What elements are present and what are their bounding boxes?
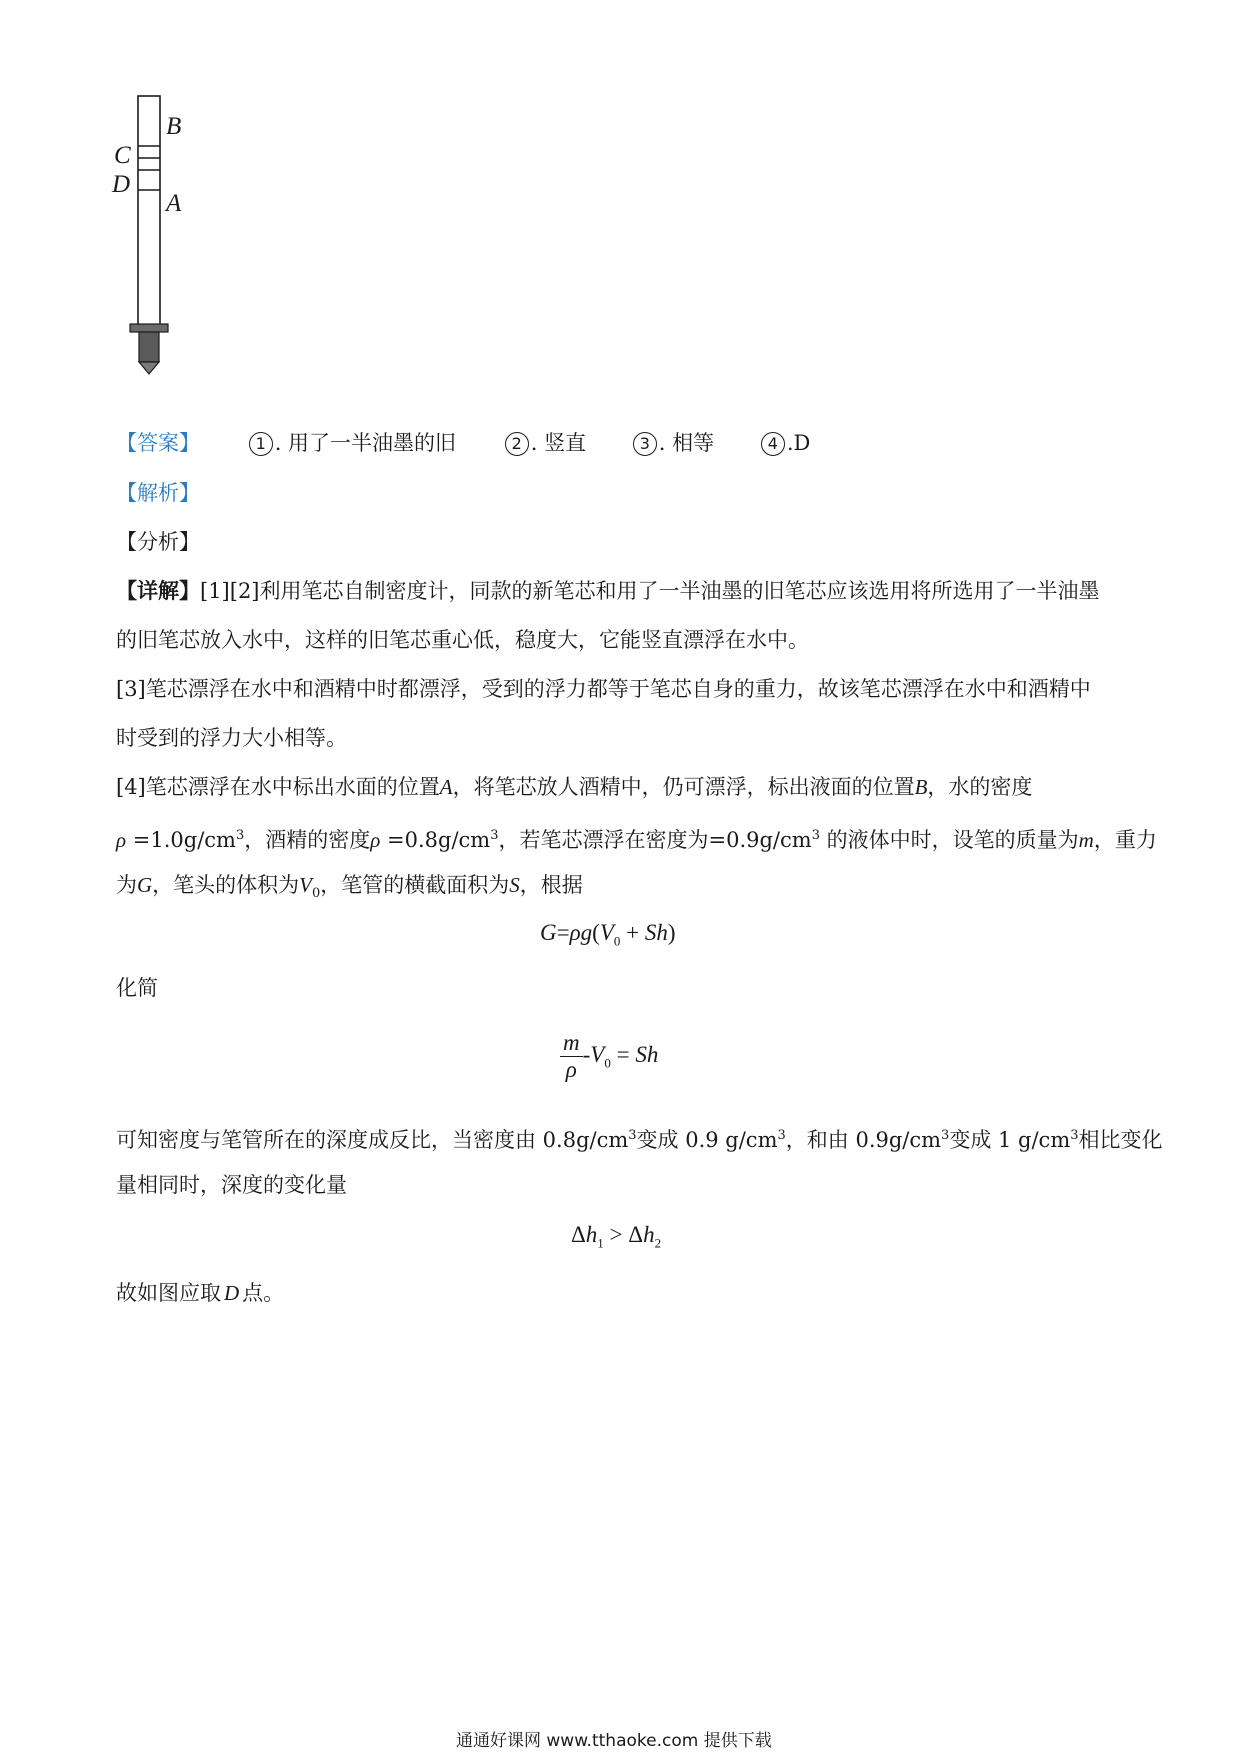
conclusion-line2: 量相同时，深度的变化量 [116,1173,347,1197]
detail-p3-line2: $\rho =1.0g/cm^3$，酒精的密度$\rho =0.8g/cm^3$，若笔芯漂浮在密度为$=0.9g/cm^3$ 的液体中时，设笔的质量为m，重力 [116,828,1157,852]
formula-depth-change: $\Delta h_1 > \Delta h_2$ [571,1222,662,1251]
label-b: B [166,113,182,140]
answer-item-1: 1 . 用了一半油墨的旧 [249,431,456,455]
answer-item-2: 2 . 竖直 [505,431,586,455]
fraction-m-over-rho: $\frac{m}{\rho}$ [560,1030,583,1083]
detail-p1-line2: 的旧笔芯放入水中，这样的旧笔芯重心低，稳度大，它能竖直漂浮在水中。 [116,628,809,652]
answer-line [116,430,810,456]
label-c: C [114,142,131,169]
label-a: A [166,190,182,217]
formula-simplified: $\frac{m}{\rho}$ $-V_0 = Sh$ [560,1030,658,1083]
pen-refill-figure [110,90,200,420]
detail-tag: 【详解】 [116,578,200,603]
footer-text: 通通好课网 www.tthaoke.com 提供下载 [456,1731,772,1751]
analysis-tag: 【解析】 [116,481,200,505]
detail-p1-line1: 【详解】[1][2]利用笔芯自制密度计，同款的新笔芯和用了一半油墨的旧笔芯应该选用将所选用了一半油墨 [116,578,1100,603]
simplify-label: 化简 [116,976,158,1000]
detail-p2-line1: [3]笔芯漂浮在水中和酒精中时都漂浮，受到的浮力都等于笔芯自身的重力，故该笔芯漂浮在水中和酒精中 [116,677,1091,701]
detail-p3-line3: 为G，笔头的体积为$V_0$，笔管的横截面积为S，根据 [116,873,583,902]
detail-p2-line2: 时受到的浮力大小相等。 [116,726,347,750]
answer-tag: 【答案】 [116,431,200,455]
formula-buoyancy: $G=\rho g(V_0 + Sh)$ [540,920,676,949]
detail-p3-line1: [4]笔芯漂浮在水中标出水面的位置A，将笔芯放人酒精中，仍可漂浮，标出液面的位置B，水的密度 [116,775,1033,799]
fenxi-tag: 【分析】 [116,530,200,554]
answer-item-3: 3 . 相等 [633,431,714,455]
label-d: D [112,171,131,198]
answer-item-4: 4 .D [761,431,811,455]
final-line: 故如图应取 D 点。 [116,1281,285,1305]
conclusion-line1: 可知密度与笔管所在的深度成反比，当密度由 $0.8g/cm^3$变成 0.9 $g/cm^3$，和由 $0.9g/cm^3$变成 1 $g/cm^3$相比变化 [116,1128,1163,1152]
